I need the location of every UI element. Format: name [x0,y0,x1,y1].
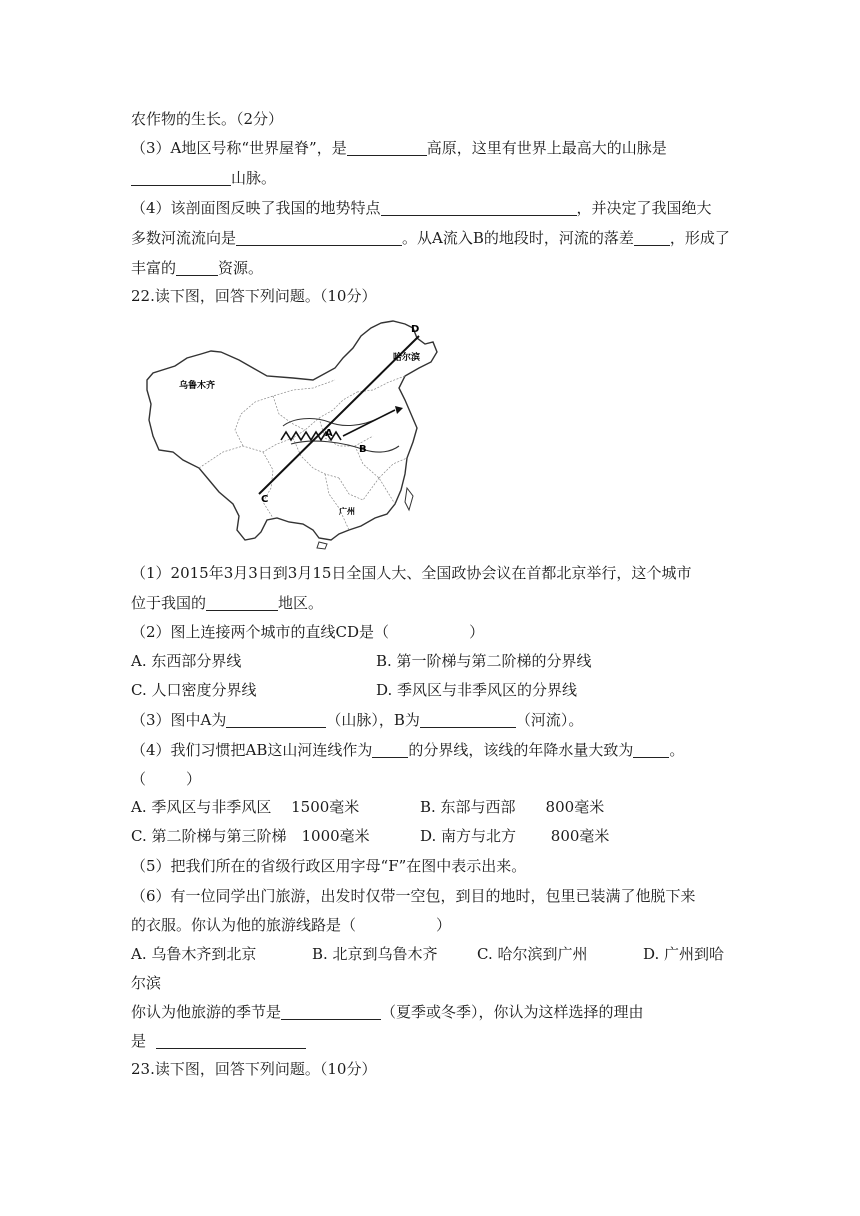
blank [131,170,231,186]
river-b [343,410,395,436]
blank [634,230,670,246]
china-map [143,318,443,550]
blank [156,1033,306,1049]
blank [226,712,326,728]
question-22-6-line-3: 你认为他旅游的季节是 （夏季或冬季），你认为这样选择的理由 [131,1003,644,1021]
blank [381,200,577,216]
label-c: C [261,494,269,505]
question-22-1-line: （1）2015年3月3日到3月15日全国人大、全国政协会议在首都北京举行，这个城市 [131,564,692,582]
question-22-2-line: （2）图上连接两个城市的直线CD是（ ） [131,623,485,641]
question-23-heading: 23.读下图，回答下列问题。（10分） [131,1060,377,1078]
question-22-4-paren: （ ） [131,770,202,788]
blank [347,140,427,156]
question-4-line-3: 丰富的 资源。 [131,259,264,277]
option-c: C. 哈尔滨到广州 [477,945,588,963]
question-22-6-line-4: 是 [131,1031,306,1051]
option-d: D. 南方与北方 800毫米 [420,827,610,845]
option-c: C. 人口密度分界线 [131,681,257,699]
option-a: A. 乌鲁木齐到北京 [131,945,257,963]
option-b: B. 第一阶梯与第二阶梯的分界线 [376,652,592,670]
blank [420,712,516,728]
question-4-line: （4）该剖面图反映了我国的地势特点 ，并决定了我国绝大 [131,199,712,217]
question-22-5-line: （5）把我们所在的省级行政区用字母“F”在图中表示出来。 [131,857,527,875]
river-arrow [395,406,403,414]
label-urumqi: 乌鲁木齐 [179,381,216,391]
label-a: A [325,428,333,439]
label-d: D [411,324,420,335]
option-b: B. 北京到乌鲁木齐 [312,945,438,963]
question-22-1-line-2: 位于我国的 地区。 [131,594,324,612]
province-borders [199,376,407,530]
option-d: D. 季风区与非季风区的分界线 [376,681,578,699]
option-a: A. 季风区与非季风区 1500毫米 [131,798,360,816]
option-a: A. 东西部分界线 [131,652,242,670]
option-d: D. 广州到哈 [643,945,725,963]
blank [236,230,402,246]
island-taiwan [405,488,413,510]
question-22-3-line: （3）图中A为 （山脉），B为 （河流）。 [131,711,584,729]
island-hainan [317,542,327,549]
option-b: B. 东部与西部 800毫米 [420,798,605,816]
question-22-heading: 22.读下图，回答下列问题。（10分） [131,287,377,305]
river-outline [283,418,399,452]
blank [206,595,278,611]
blank [633,742,669,758]
option-d-wrap: 尔滨 [131,974,162,992]
blank [176,260,218,276]
option-c: C. 第二阶梯与第三阶梯 1000毫米 [131,827,370,845]
blank [372,742,408,758]
question-22-6-line: （6）有一位同学出门旅游，出发时仅带一空包，到目的地时，包里已装满了他脱下来 [131,887,696,905]
label-harbin: 哈尔滨 [393,353,421,363]
text-line: 农作物的生长。（2分） [131,110,284,128]
question-3-line-2: 山脉。 [131,168,276,188]
label-b: B [359,444,367,455]
question-22-4-line: （4）我们习惯把AB这山河连线作为 的分界线，该线的年降水量大致为 。 [131,741,685,759]
label-guangzhou: 广州 [339,507,355,516]
question-4-line-2: 多数河流流向是 。从A流入B的地段时，河流的落差 ，形成了 [131,229,730,247]
question-22-6-line-2: 的衣服。你认为他的旅游线路是（ ） [131,916,452,934]
blank [281,1004,381,1020]
question-3-line: （3）A地区号称“世界屋脊”，是 高原，这里有世界上最高大的山脉是 [131,139,667,157]
